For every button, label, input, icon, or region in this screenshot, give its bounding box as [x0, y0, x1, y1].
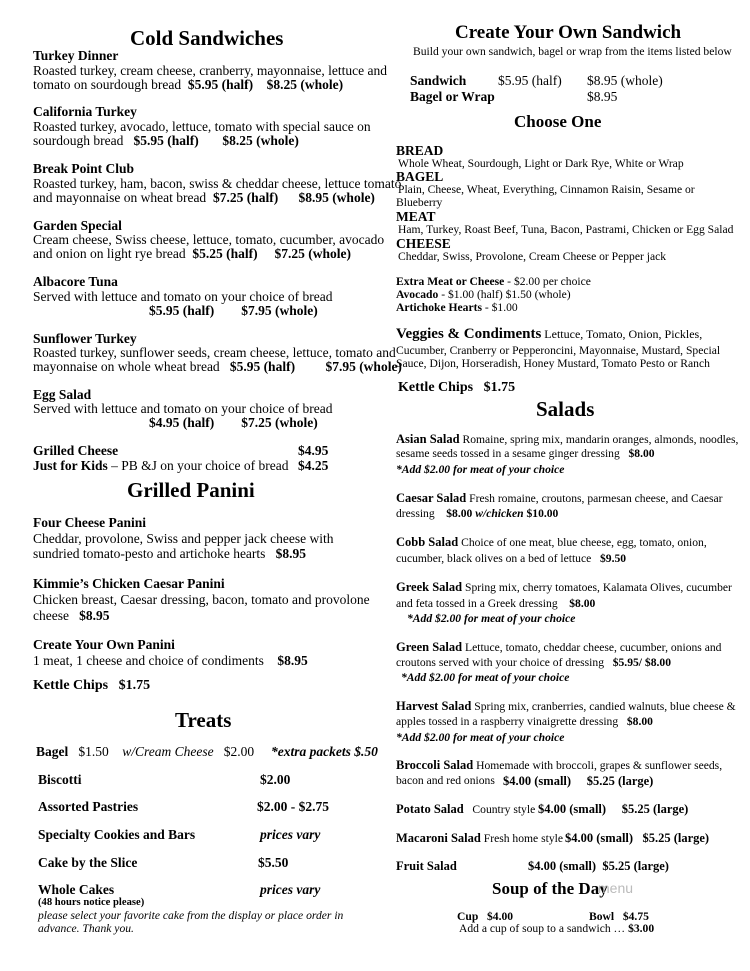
cat-desc: Plain, Cheese, Wheat, Everything, Cinnamon Raisin, Sesame or: [398, 183, 695, 196]
item-name: Break Point Club: [33, 161, 135, 176]
item-desc: and mayonnaise on wheat bread $7.25 (half) $8.95 (whole): [33, 190, 375, 205]
item-price: $5.95 (half) $7.95 (whole): [149, 303, 318, 318]
salad-desc: dressing $8.00 w/chicken $10.00: [396, 507, 559, 520]
veggies-desc: Cucumber, Cranberry or Pepperoncini, Mayonnaise, Mustard, Special: [396, 344, 721, 357]
salad-cobb: Cobb Salad Choice of one meat, blue cheese, egg, tomato, onion,: [396, 535, 707, 549]
treat-name: Biscotti: [38, 772, 82, 787]
extra-meat: Extra Meat or Cheese - $2.00 per choice: [396, 275, 591, 288]
salad-harvest: Harvest Salad Spring mix, cranberries, candied walnuts, blue cheese &: [396, 699, 736, 713]
item-desc: Roasted turkey, cream cheese, cranberry, mayonnaise, lettuce and: [33, 63, 387, 78]
salad-caesar: Caesar Salad Fresh romaine, croutons, parmesan cheese, and Caesar: [396, 491, 723, 505]
salad-fruit: Fruit Salad: [396, 859, 457, 873]
treat-name: Assorted Pastries: [38, 799, 139, 814]
item-desc: Roasted turkey, sunflower seeds, cream cheese, lettuce, tomato and: [33, 345, 396, 360]
item-name: Garden Special: [33, 218, 122, 233]
salad-desc: croutons served with your choice of dressing $5.95/ $8.00: [396, 656, 671, 669]
salad-price: $4.00 (small) $5.25 (large): [538, 802, 689, 816]
cat-name: CHEESE: [396, 236, 451, 251]
item-desc: sundried tomato-pesto and artichoke hearts $8.95: [33, 546, 306, 561]
treat-price: prices vary: [260, 827, 321, 842]
treat-price: $2.00 - $2.75: [257, 799, 329, 814]
salad-broccoli: Broccoli Salad Homemade with broccoli, grapes & sunflower seeds,: [396, 758, 723, 772]
salad-note: *Add $2.00 for meat of your choice: [401, 671, 570, 684]
cat-name: BREAD: [396, 143, 444, 158]
cyo-sandwich-whole: $8.95 (whole): [587, 73, 663, 88]
treat-name: Cake by the Slice: [38, 855, 138, 870]
item-desc: Cheddar, provolone, Swiss and pepper jack cheese with: [33, 531, 334, 546]
salad-green: Green Salad Lettuce, tomato, cheddar cheese, cucumber, onions and: [396, 640, 722, 654]
salad-desc: apples tossed in a raspberry vinaigrette dressing $8.00: [396, 715, 653, 728]
kids-item: Just for Kids – PB &J on your choice of bread: [33, 458, 289, 473]
cyo-bagel-wrap-label: Bagel or Wrap: [410, 89, 495, 104]
cat-desc: Whole Wheat, Sourdough, Light or Dark Rye, White or Wrap: [398, 157, 684, 170]
treat-name: Specialty Cookies and Bars: [38, 827, 196, 842]
item-name: Create Your Own Panini: [33, 637, 175, 652]
item-price: $4.95: [298, 443, 329, 458]
treat-name: Whole Cakes: [38, 882, 115, 897]
item-desc: Chicken breast, Caesar dressing, bacon, tomato and provolone: [33, 592, 370, 607]
cyo-subtitle: Build your own sandwich, bagel or wrap from the items listed below: [413, 45, 732, 58]
item-name: Kimmie’s Chicken Caesar Panini: [33, 576, 225, 591]
treat-price: prices vary: [260, 882, 321, 897]
cat-desc: Ham, Turkey, Roast Beef, Tuna, Bacon, Pastrami, Chicken or Egg Salad: [398, 223, 734, 236]
avocado-addon: Avocado - $1.00 (half) $1.50 (whole): [396, 288, 571, 301]
soup-heading: Soup of the Day: [492, 879, 608, 898]
salad-price: $4.00 (small) $5.25 (large): [528, 859, 669, 873]
salad-desc: and feta tossed in a Greek dressing $8.00: [396, 597, 596, 610]
notice: (48 hours notice please): [38, 897, 145, 908]
veggies: Veggies & Condiments Lettuce, Tomato, Onion, Pickles,: [396, 326, 703, 342]
cat-desc: Cheddar, Swiss, Provolone, Cream Cheese or Pepper jack: [398, 250, 667, 263]
item-name: California Turkey: [33, 104, 137, 119]
salad-note: *Add $2.00 for meat of your choice: [407, 612, 576, 625]
treat-price: $2.00: [260, 772, 291, 787]
kettle-chips-right: Kettle Chips $1.75: [398, 380, 516, 395]
item-desc: Roasted turkey, ham, bacon, swiss & cheddar cheese, lettuce tomato: [33, 176, 402, 191]
salad-note: *Add $2.00 for meat of your choice: [396, 463, 565, 476]
choose-one-heading: Choose One: [514, 112, 602, 131]
cyo-bagel-wrap-price: $8.95: [587, 89, 618, 104]
salad-price: $4.00 (small) $5.25 (large): [565, 831, 710, 845]
item-name: Four Cheese Panini: [33, 515, 147, 530]
veggies-desc: Sauce, Dijon, Horseradish, Honey Mustard, Tomato Pesto or Ranch: [396, 357, 710, 370]
item-name: Grilled Cheese: [33, 443, 119, 458]
salads-heading: Salads: [536, 397, 595, 421]
item-desc: sourdough bread $5.95 (half) $8.25 (whole): [33, 133, 299, 148]
cyo-sandwich-label: Sandwich: [410, 73, 467, 88]
kettle-chips-left: Kettle Chips $1.75: [33, 678, 151, 693]
cake-note: advance. Thank you.: [38, 922, 134, 935]
artichoke-addon: Artichoke Hearts - $1.00: [396, 301, 518, 314]
cake-note: please select your favorite cake from the display or place order in: [38, 909, 344, 922]
salad-price: $4.00 (small) $5.25 (large): [503, 774, 654, 788]
salad-desc: cucumber, black olives on a bed of lettuce $9.50: [396, 552, 627, 565]
item-desc: 1 meat, 1 cheese and choice of condiments $8.95: [33, 653, 308, 668]
item-name: Albacore Tuna: [33, 274, 118, 289]
soup-add: Add a cup of soup to a sandwich … $3.00: [459, 922, 655, 935]
item-name: Egg Salad: [33, 387, 92, 402]
soup-bowl: Bowl $4.75: [589, 910, 649, 923]
cat-name: BAGEL: [396, 169, 444, 184]
item-desc: cheese $8.95: [33, 608, 110, 623]
watermark-logo: menu: [598, 880, 634, 896]
item-name: Turkey Dinner: [33, 48, 119, 63]
item-price: $4.95 (half) $7.25 (whole): [149, 415, 318, 430]
grilled-panini-heading: Grilled Panini: [127, 478, 255, 502]
item-price: $4.25: [298, 458, 329, 473]
salad-potato: Potato Salad Country style: [396, 802, 536, 816]
soup-cup: Cup $4.00: [457, 910, 514, 923]
item-desc: Served with lettuce and tomato on your choice of bread: [33, 401, 333, 416]
salad-note: *Add $2.00 for meat of your choice: [396, 731, 565, 744]
cyo-sandwich-half: $5.95 (half): [498, 73, 562, 88]
cat-name: MEAT: [396, 209, 436, 224]
salad-desc: bacon and red onions: [396, 774, 495, 787]
treat-price: $5.50: [258, 855, 289, 870]
item-desc: Roasted turkey, avocado, lettuce, tomato with special sauce on: [33, 119, 371, 134]
cat-desc: Blueberry: [396, 196, 443, 209]
item-desc: and onion on light rye bread $5.25 (half) $7.25 (whole): [33, 246, 351, 261]
item-desc: Served with lettuce and tomato on your choice of bread: [33, 289, 333, 304]
item-name: Sunflower Turkey: [33, 331, 137, 346]
salad-desc: sesame seeds tossed in a sesame ginger dressing $8.00: [396, 447, 655, 460]
treats-heading: Treats: [175, 708, 232, 732]
item-desc: tomato on sourdough bread $5.95 (half) $8.25 (whole): [33, 77, 344, 92]
salad-asian: Asian Salad Romaine, spring mix, mandarin oranges, almonds, noodles,: [396, 432, 739, 446]
cold-sandwiches-heading: Cold Sandwiches: [130, 26, 284, 50]
salad-greek: Greek Salad Spring mix, cherry tomatoes, Kalamata Olives, cucumber: [396, 580, 732, 594]
salad-macaroni: Macaroni Salad Fresh home style: [396, 831, 563, 845]
bagel-treat: Bagel $1.50 w/Cream Cheese $2.00 *extra packets $.50: [36, 744, 378, 759]
item-desc: Cream cheese, Swiss cheese, lettuce, tomato, cucumber, avocado: [33, 232, 385, 247]
item-desc: mayonnaise on whole wheat bread $5.95 (half) $7.95 (whole): [33, 359, 402, 374]
cyo-heading: Create Your Own Sandwich: [455, 22, 682, 43]
